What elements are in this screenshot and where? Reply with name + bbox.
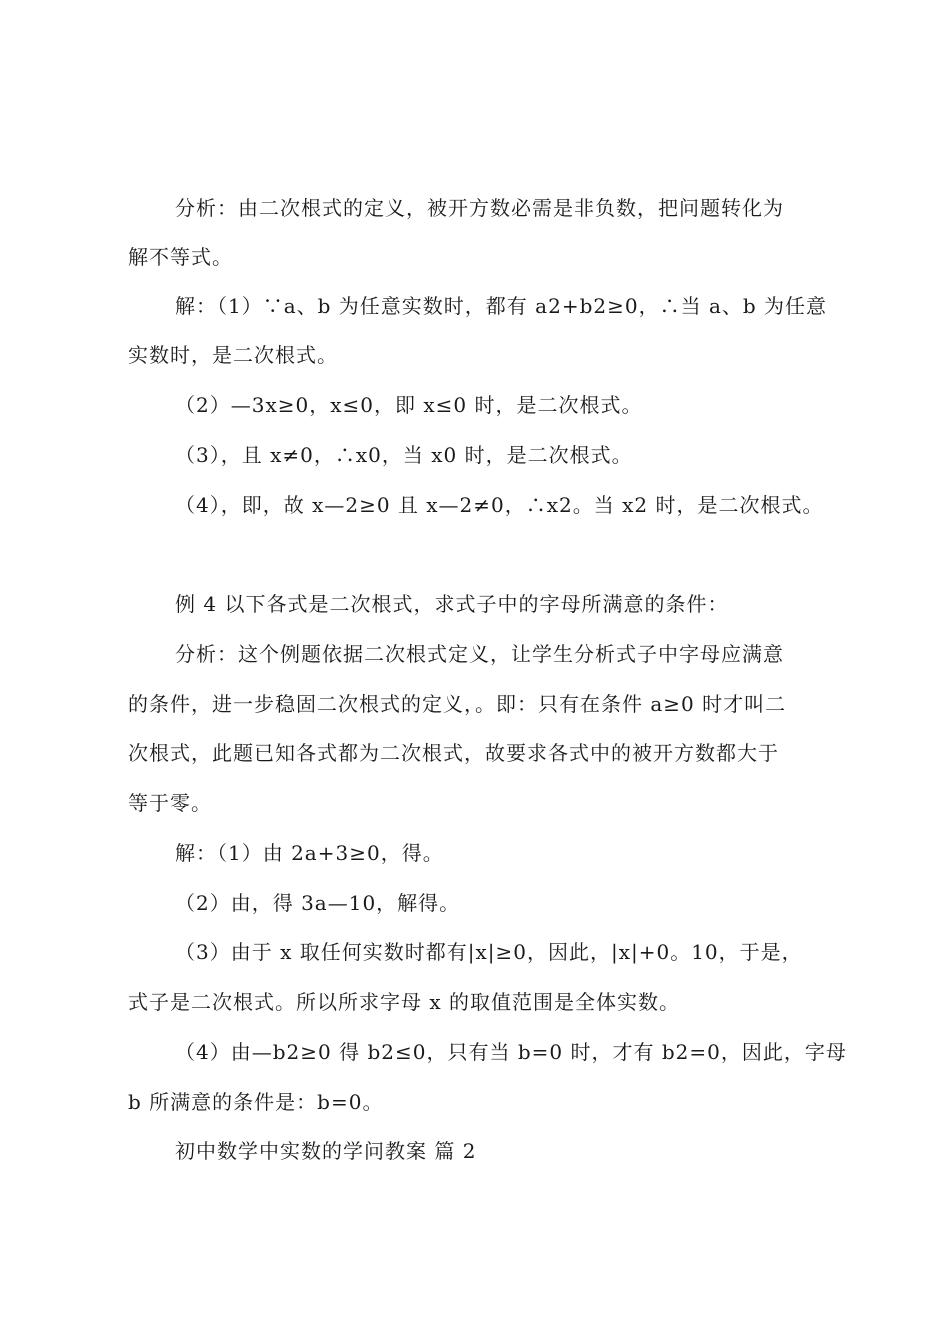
paragraph-line: 分析：这个例题依据二次根式定义，让学生分析式子中字母应满意	[175, 642, 784, 666]
paragraph-line: 式子是二次根式。所以所求字母 x 的取值范围是全体实数。	[128, 990, 680, 1014]
paragraph-line: （4），即，故 x—2≥0 且 x—2≠0，∴x2。当 x2 时，是二次根式。	[175, 493, 824, 517]
paragraph-line: （2）—3x≥0，x≤0，即 x≤0 时，是二次根式。	[175, 393, 643, 417]
section-heading: 初中数学中实数的学问教案 篇 2	[175, 1139, 477, 1163]
paragraph-line: b 所满意的条件是：b=0。	[128, 1090, 384, 1114]
paragraph-line: （2）由，得 3a—10，解得。	[175, 891, 461, 915]
paragraph-line: 解：（1）由 2a+3≥0，得。	[175, 841, 444, 865]
paragraph-line: 的条件，进一步稳固二次根式的定义，。即：只有在条件 a≥0 时才叫二	[128, 692, 787, 716]
paragraph-line: 实数时，是二次根式。	[128, 343, 338, 367]
paragraph-line: 次根式，此题已知各式都为二次根式，故要求各式中的被开方数都大于	[128, 741, 779, 765]
paragraph-line: 分析：由二次根式的定义，被开方数必需是非负数，把问题转化为	[175, 196, 784, 220]
paragraph-line: 解不等式。	[128, 245, 233, 269]
paragraph-line: 解：（1）∵a、b 为任意实数时，都有 a2+b2≥0，∴当 a、b 为任意	[175, 294, 828, 318]
paragraph-line: 等于零。	[128, 791, 212, 815]
paragraph-line: （3）由于 x 取任何实数时都有|x|≥0，因此，|x|+0。10，于是，	[175, 940, 803, 964]
example-heading: 例 4 以下各式是二次根式，求式子中的字母所满意的条件：	[175, 592, 729, 616]
paragraph-line: （3），且 x≠0，∴x0，当 x0 时，是二次根式。	[175, 443, 633, 467]
paragraph-line: （4）由—b2≥0 得 b2≤0，只有当 b=0 时，才有 b2=0，因此，字母	[175, 1040, 847, 1064]
